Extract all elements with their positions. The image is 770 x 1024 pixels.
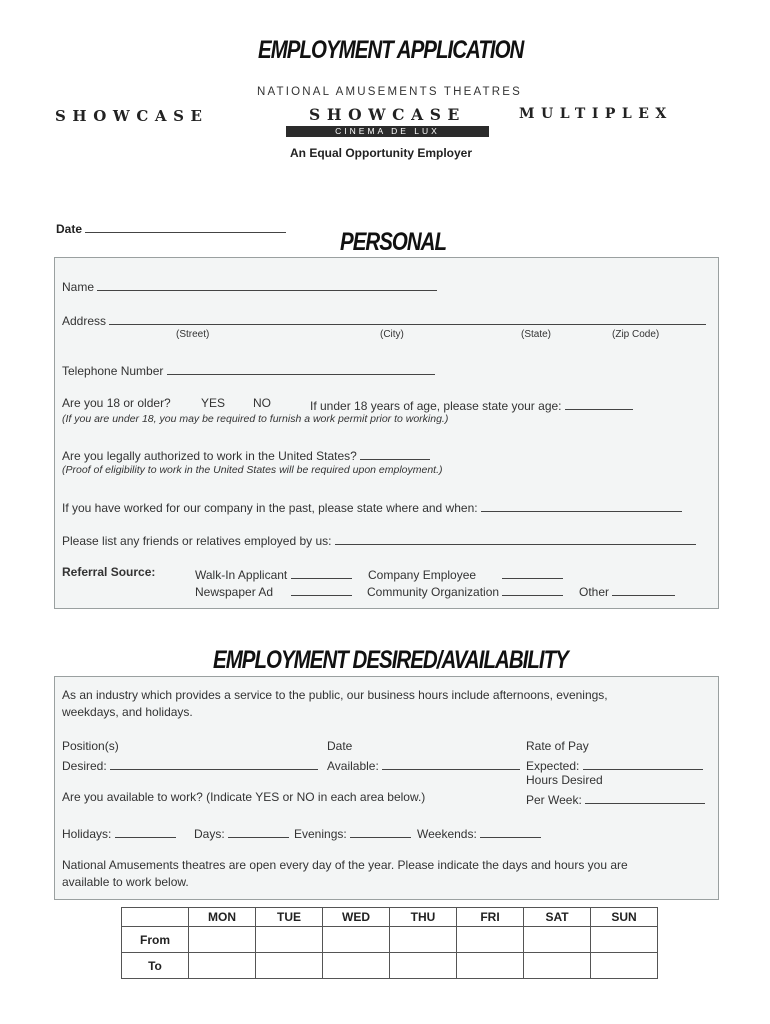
schedule-cell[interactable] <box>524 953 591 979</box>
pay-label-line1: Rate of Pay <box>526 739 589 753</box>
pay-input-line[interactable] <box>583 756 703 770</box>
referral-walkin-label: Walk-In Applicant <box>195 568 288 582</box>
address-input-line[interactable] <box>109 311 706 325</box>
schedule-day-mon: MON <box>189 908 256 927</box>
page-title: EMPLOYMENT APPLICATION <box>258 36 524 64</box>
days-label: Days: <box>194 827 225 841</box>
work-auth-field <box>62 446 430 463</box>
referral-newspaper-line[interactable] <box>291 582 352 596</box>
equal-opportunity-tagline: An Equal Opportunity Employer <box>290 146 473 160</box>
days-field <box>194 824 289 841</box>
availability-intro-line1: As an industry which provides a service to the public, our business hours include afternoons, evenings, <box>62 688 608 702</box>
schedule-to-label: To <box>122 953 189 979</box>
referral-community-line[interactable] <box>502 582 563 596</box>
schedule-cell[interactable] <box>256 953 323 979</box>
past-employment-input-line[interactable] <box>481 498 682 512</box>
available-to-work-question: Are you available to work? (Indicate YES or NO in each area below.) <box>62 790 426 804</box>
brand-multiplex: MULTIPLEX <box>519 106 673 122</box>
schedule-day-tue: TUE <box>256 908 323 927</box>
schedule-day-fri: FRI <box>457 908 524 927</box>
brand-cinema-de-lux: CINEMA DE LUX <box>286 126 489 137</box>
work-auth-input-line[interactable] <box>360 446 430 460</box>
referral-newspaper <box>195 582 352 599</box>
schedule-cell[interactable] <box>457 927 524 953</box>
date-available-field <box>327 756 520 773</box>
weekends-input-line[interactable] <box>480 824 541 838</box>
schedule-cell[interactable] <box>591 953 658 979</box>
schedule-cell[interactable] <box>390 927 457 953</box>
pay-label: Expected: <box>526 759 580 773</box>
open-days-line2: available to work below. <box>62 875 189 889</box>
schedule-cell[interactable] <box>323 927 390 953</box>
referral-other-line[interactable] <box>612 582 675 596</box>
schedule-cell[interactable] <box>256 927 323 953</box>
brand-showcase-cinema-de-lux-logo <box>286 106 489 137</box>
past-employment-field <box>62 498 682 515</box>
schedule-cell[interactable] <box>189 953 256 979</box>
days-input-line[interactable] <box>228 824 289 838</box>
schedule-cell[interactable] <box>189 927 256 953</box>
open-days-line1: National Amusements theatres are open every day of the year. Please indicate the days and hours you are <box>62 858 628 872</box>
date-available-label: Available: <box>327 759 379 773</box>
schedule-cell[interactable] <box>390 953 457 979</box>
age-under-field <box>310 396 633 413</box>
brand-showcase-center: SHOWCASE <box>309 105 466 124</box>
availability-intro-line2: weekdays, and holidays. <box>62 705 193 719</box>
past-employment-question: If you have worked for our company in the past, please state where and when: <box>62 501 478 515</box>
pay-field <box>526 756 703 773</box>
date-field <box>56 219 286 236</box>
holidays-label: Holidays: <box>62 827 112 841</box>
hours-field <box>526 790 705 807</box>
schedule-corner-cell <box>122 908 189 927</box>
weekends-field <box>417 824 541 841</box>
brand-showcase-left: SHOWCASE <box>55 107 209 125</box>
referral-company-employee-line[interactable] <box>502 565 563 579</box>
hours-label: Per Week: <box>526 793 582 807</box>
address-state-caption: (State) <box>521 329 552 340</box>
age-yes-option[interactable]: YES <box>201 396 226 410</box>
referral-company-employee-label: Company Employee <box>368 568 477 582</box>
age-question: Are you 18 or older? <box>62 396 171 410</box>
telephone-label: Telephone Number <box>62 364 164 378</box>
age-under-label: If under 18 years of age, please state your age: <box>310 399 562 413</box>
schedule-header-row <box>122 908 658 927</box>
evenings-label: Evenings: <box>294 827 347 841</box>
personal-section-title: PERSONAL <box>340 228 447 256</box>
referral-community-label: Community Organization <box>367 585 500 599</box>
date-available-input-line[interactable] <box>382 756 520 770</box>
date-input-line[interactable] <box>85 219 286 233</box>
position-label-line1: Position(s) <box>62 739 119 753</box>
friends-relatives-question: Please list any friends or relatives employed by us: <box>62 534 332 548</box>
referral-other-label: Other <box>579 585 610 599</box>
referral-walkin <box>195 565 352 582</box>
schedule-cell[interactable] <box>524 927 591 953</box>
availability-schedule-table <box>121 907 658 979</box>
address-street-caption: (Street) <box>176 329 210 340</box>
holidays-input-line[interactable] <box>115 824 176 838</box>
name-label: Name <box>62 280 95 294</box>
address-field <box>62 311 706 328</box>
hours-input-line[interactable] <box>585 790 705 804</box>
telephone-input-line[interactable] <box>167 361 435 375</box>
work-auth-question: Are you legally authorized to work in the United States? <box>62 449 357 463</box>
schedule-from-label: From <box>122 927 189 953</box>
referral-newspaper-label: Newspaper Ad <box>195 585 274 599</box>
address-city-caption: (City) <box>380 329 404 340</box>
referral-walkin-line[interactable] <box>291 565 352 579</box>
schedule-day-sat: SAT <box>524 908 591 927</box>
schedule-day-wed: WED <box>323 908 390 927</box>
age-input-line[interactable] <box>565 396 633 410</box>
schedule-to-row <box>122 953 658 979</box>
evenings-input-line[interactable] <box>350 824 411 838</box>
friends-relatives-input-line[interactable] <box>335 531 696 545</box>
address-label: Address <box>62 314 107 328</box>
holidays-field <box>62 824 176 841</box>
age-note: (If you are under 18, you may be required to furnish a work permit prior to working.) <box>62 413 449 425</box>
weekends-label: Weekends: <box>417 827 477 841</box>
work-auth-note: (Proof of eligibility to work in the United States will be required upon employment.) <box>62 464 443 476</box>
evenings-field <box>294 824 411 841</box>
hours-label-line1: Hours Desired <box>526 773 603 787</box>
position-label: Desired: <box>62 759 107 773</box>
personal-section-box <box>54 257 719 609</box>
friends-relatives-field <box>62 531 696 548</box>
referral-company-employee <box>368 565 563 582</box>
schedule-cell[interactable] <box>323 953 390 979</box>
age-no-option[interactable]: NO <box>253 396 271 410</box>
position-field <box>62 756 318 773</box>
name-input-line[interactable] <box>97 277 437 291</box>
date-available-label-line1: Date <box>327 739 353 753</box>
referral-source-label: Referral Source: <box>62 565 156 579</box>
schedule-cell[interactable] <box>457 953 524 979</box>
company-name: NATIONAL AMUSEMENTS THEATRES <box>257 86 523 98</box>
position-input-line[interactable] <box>110 756 318 770</box>
schedule-cell[interactable] <box>591 927 658 953</box>
schedule-from-row <box>122 927 658 953</box>
schedule-day-thu: THU <box>390 908 457 927</box>
address-zip-caption: (Zip Code) <box>612 329 660 340</box>
date-label: Date <box>56 222 83 236</box>
name-field <box>62 277 437 294</box>
telephone-field <box>62 361 435 378</box>
referral-community <box>367 582 563 599</box>
availability-section-title: EMPLOYMENT DESIRED/AVAILABILITY <box>213 646 568 674</box>
schedule-day-sun: SUN <box>591 908 658 927</box>
referral-other <box>579 582 675 599</box>
